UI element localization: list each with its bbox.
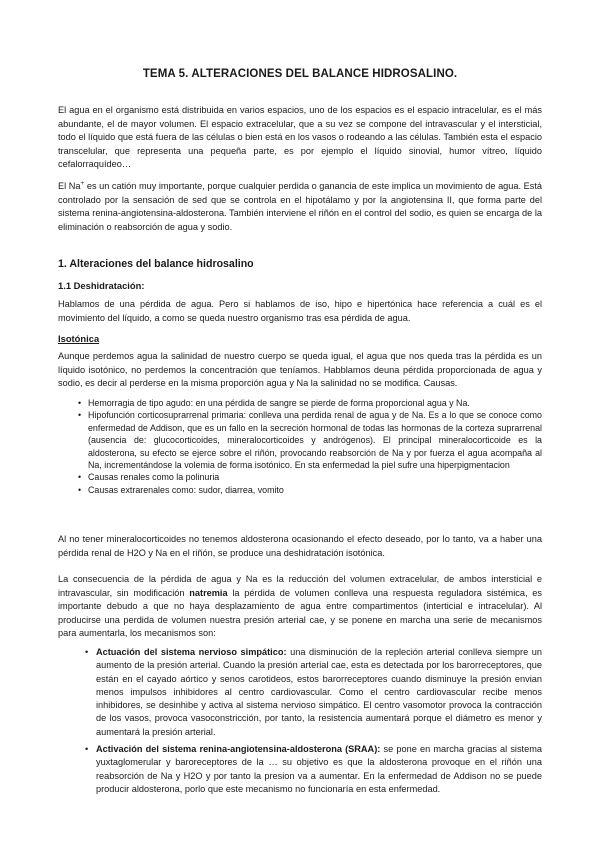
intro-p2-start: El Na	[58, 181, 81, 191]
list-item: • Causas extrarenales como: sudor, diarrea, vomito	[88, 484, 542, 496]
isotonica-paragraph: Aunque perdemos agua la salinidad de nuestro cuerpo se queda igual, el agua que nos queda tras la pérdida es un líquido isotónico, no perdemos la concentración que teníamos. Habblamos deuna pérdida proporcionada de agua y sodio, es decir al perderse en la misma proporción agua y Na la salinidad no se modifica. Causas.	[58, 351, 542, 388]
mechanism-text: una disminución de la repleción arterial conlleva siempre un aumento de la presión arterial. Cuando la presión arterial cae, esta es detectada por los barorreceptores, que están en el cayado aórtico y senos carotideos, estos barorreceptores cuando disminuye la presión envian menos impulsos inhibidores al centro cardiovascular. Como el centro cardiovascular recibe menos inhibidores, se desinhibe y activa al sistema nervioso simpático. El centro vasomotor provoca la contracción de los vasos, provoca vasoconstricción, por tanto, la resistencia aumentará porque el diámetro es menor y aumentará la presión arterial.	[96, 647, 543, 737]
intro-p2-rest: es un catión muy importante, porque cualquier perdida o ganancia de este implica un movimiento de agua. Está controlado por la sensación de sed que se controla en el hipotálamo y por la angiotensina II, que forma parte del sistema renina-angiotensina-aldosterona. También interviene el riñón en el control del sodio, es quien se encarga de la eliminación o reabsorción de agua y sodio.	[58, 181, 543, 232]
list-item	[96, 646, 542, 739]
natremia-term: natremia	[189, 587, 228, 598]
section-heading: 1. Alteraciones del balance hidrosalino	[58, 258, 254, 270]
mechanisms-list	[96, 646, 542, 796]
intro-paragraph-1: El agua en el organismo está distribuida en varios espacios, uno de los espacios es el espacio intracelular, es el más abundante, el de mayor volumen. El espacio extracelular, que a su vez se compone del intravascular y el intersticial, todo el líquido que está fuera de las células o bien está en los vasos o rodeando a las células. También esta el espacio transcelular, que representa una pequeña parte, es por ejemplo el líquido sinovial, humor vítreo, líquido cefalorraquídeo…	[58, 105, 542, 169]
mechanism-title: Actuación del sistema nervioso simpático:	[96, 647, 287, 657]
page-title: TEMA 5. ALTERACIONES DEL BALANCE HIDROSALINO.	[142, 68, 458, 80]
mineralocorticoides-paragraph: Al no tener mineralocorticoides no tenemos aldosterona ocasionando el efecto deseado, por lo tanto, va a haber una pérdida renal de H2O y Na en el riñón, se produce una deshidratación isotónica.	[58, 534, 542, 558]
consecuencia-rest: la pérdida de volumen conlleva una respuesta reguladora sistémica, es importante debudo a que no haya desplazamiento de agua entre compartimentos (interticial e intracelular). Al producirse una perdida de volumen nuestra presión arterial cae, y se ponene en marcha una serie de mecanismos para aumentarla, los mecanismos son:	[58, 587, 542, 638]
isotonica-heading: Isotónica	[58, 333, 100, 344]
list-item: • Hemorragia de tipo agudo: en una pérdida de sangre se pierde de forma proporcional agua y Na.	[88, 397, 542, 409]
consecuencia-paragraph	[58, 573, 542, 641]
deshidratacion-paragraph: Hablamos de una pérdida de agua. Pero si hablamos de iso, hipo e hipertónica hace referencia a cuál es el movimiento del líquido, a como se queda nuestro organismo tras esa pérdida de agua.	[58, 299, 542, 323]
list-item: • Hipofunción corticosuprarrenal primaria: conlleva una perdida renal de agua y de Na. Es a lo que se conoce como enfermedad de Addison, que es un fallo en la secreción hormonal de todas las hormonas de la corteza suprarrenal (ausencia de: glucocorticoides, mineralocorticoides y andrógenos). El principal mineralocorticoide es la aldosterona, su efecto se ejerce sobre el riñón, provocando reabsorción de Na y por fuerza el agua acompaña al Na, incrementándose la volemia de forma isotónico. En sta enfermedad la piel sufre una hiperpigmentacion	[88, 409, 542, 471]
intro-paragraph-2	[58, 180, 542, 234]
sodium-charge: +	[80, 179, 85, 187]
mechanism-text: se pone en marcha gracias al sistema yuxtaglomerular y baroreceptores de la … su objetivo es que la aldosterona provoque en el riñón una reabsorción de Na y H2O y por tanto la presion va a aumentar. En la enfermedad de Addison no se puede producir aldosterona, porlo que este mecanismo no funcionaría en esta enfermedad.	[96, 744, 542, 794]
list-item	[96, 743, 542, 796]
causes-list	[88, 397, 542, 496]
subsection-heading-deshidratacion: 1.1 Deshidratación:	[58, 280, 145, 291]
consecuencia-start: La consecuencia de la pérdida de agua y Na es la reducción del volumen extracelular, de ambos intersticial e intravascular, sin modificación	[58, 574, 542, 598]
list-item: • Causas renales como la polinuria	[88, 471, 542, 483]
mechanism-title: Activación del sistema renina-angiotensina-aldosterona (SRAA):	[96, 744, 381, 755]
